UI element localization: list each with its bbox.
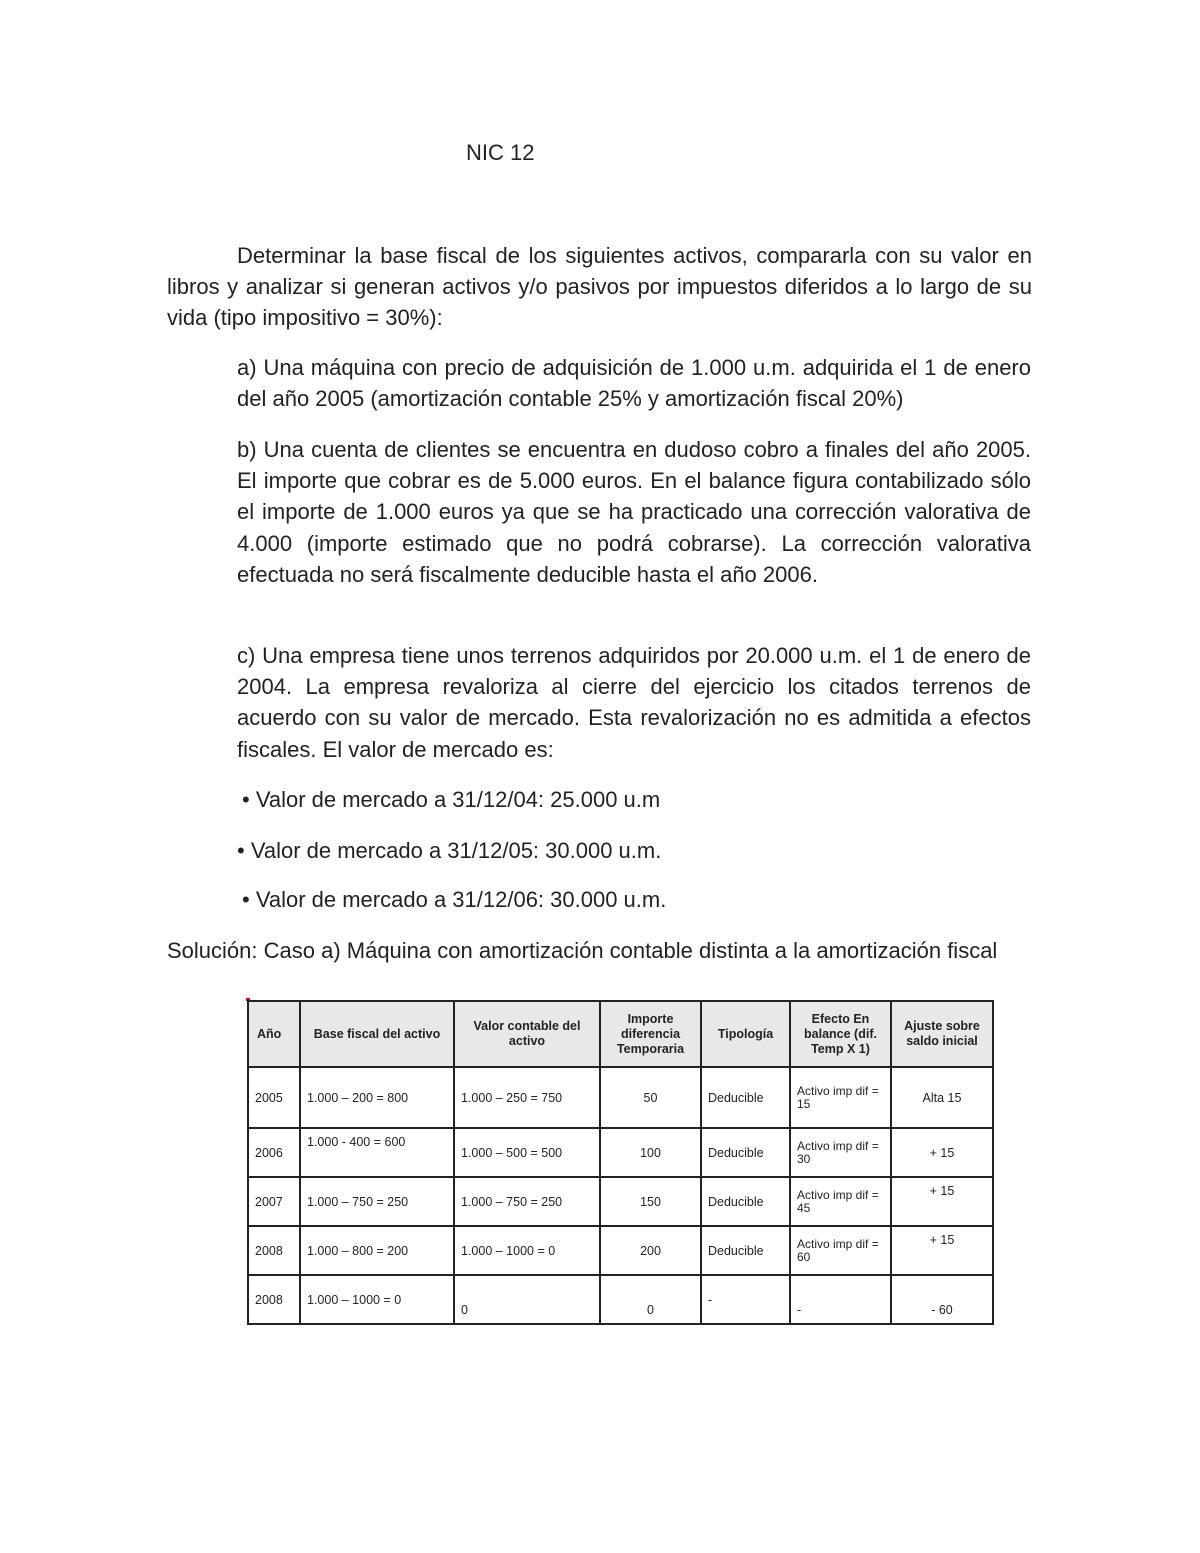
table-row (248, 1226, 993, 1275)
table-cell: 50 (600, 1067, 701, 1128)
table-cell: Deducible (701, 1226, 790, 1275)
table-cell: 0 (454, 1275, 600, 1324)
table-cell: + 15 (891, 1128, 993, 1177)
item-b-paragraph: b) Una cuenta de clientes se encuentra en dudoso cobro a finales del año 2005. El importe que cobrar es de 5.000 euros. En el balance figura contabilizado sólo el importe de 1.000 euros ya que se ha practicado una corrección valorativa de 4.000 (importe estimado que no podrá cobrarse). La corrección valorativa efectuada no será fiscalmente deducible hasta el año 2006. (237, 437, 1031, 587)
table-cell: - (701, 1275, 790, 1324)
item-a-paragraph: a) Una máquina con precio de adquisición de 1.000 u.m. adquirida el 1 de enero del año 2005 (amortización contable 25% y amortización fiscal 20%) (237, 355, 1031, 412)
table-cell: 150 (600, 1177, 701, 1226)
header-cell: Base fiscal del activo (300, 1001, 454, 1067)
solution-heading: Solución: Caso a) Máquina con amortización contable distinta a la amortización fiscal (167, 938, 998, 963)
table-cell: 1.000 – 1000 = 0 (300, 1275, 454, 1324)
table-cell: Activo imp dif = 45 (790, 1177, 891, 1226)
table-cell: 1.000 – 250 = 750 (454, 1067, 600, 1128)
table-cell: Activo imp dif = 15 (790, 1067, 891, 1128)
table-cell: 1.000 – 500 = 500 (454, 1128, 600, 1177)
bullet-item: • Valor de mercado a 31/12/04: 25.000 u.m (242, 787, 661, 812)
intro-paragraph: Determinar la base fiscal de los siguientes activos, compararla con su valor en libros y analizar si generan activos y/o pasivos por impuestos diferidos a lo largo de su vida (tipo impositivo = 30%): (167, 243, 1032, 331)
table-cell: 1.000 – 750 = 250 (300, 1177, 454, 1226)
table-row (248, 1128, 993, 1177)
table-header-row (248, 1001, 993, 1067)
table-row (248, 1067, 993, 1128)
table-cell: Alta 15 (891, 1067, 993, 1128)
amortization-table (247, 1000, 994, 1325)
header-cell: Año (248, 1001, 300, 1067)
table-cell: 1.000 – 750 = 250 (454, 1177, 600, 1226)
table-cell: 2007 (248, 1177, 300, 1226)
table-row (248, 1275, 993, 1324)
table-cell: 1.000 - 400 = 600 (300, 1128, 454, 1177)
table-cell: + 15 (891, 1177, 993, 1226)
table-cell: 2008 (248, 1226, 300, 1275)
table-cell: 2006 (248, 1128, 300, 1177)
header-cell: Efecto En balance (dif. Temp X 1) (790, 1001, 891, 1067)
table-cell: Deducible (701, 1067, 790, 1128)
table-cell: + 15 (891, 1226, 993, 1275)
page-title: NIC 12 (466, 140, 535, 165)
table-cell: 100 (600, 1128, 701, 1177)
table-cell: 1.000 – 1000 = 0 (454, 1226, 600, 1275)
table-cell: - (790, 1275, 891, 1324)
table-cell: 1.000 – 200 = 800 (300, 1067, 454, 1128)
table-row (248, 1177, 993, 1226)
item-c-paragraph: c) Una empresa tiene unos terrenos adquiridos por 20.000 u.m. el 1 de enero de 2004. La empresa revaloriza al cierre del ejercicio los citados terrenos de acuerdo con su valor de mercado. Esta revalorización no es admitida a efectos fiscales. El valor de mercado es: (237, 643, 1031, 762)
table-cell: 200 (600, 1226, 701, 1275)
table-cell: 2008 (248, 1275, 300, 1324)
table-cell: Activo imp dif = 30 (790, 1128, 891, 1177)
header-cell: Tipología (701, 1001, 790, 1067)
table-cell: 1.000 – 800 = 200 (300, 1226, 454, 1275)
header-cell: Ajuste sobre saldo inicial (891, 1001, 993, 1067)
table-cell: 2005 (248, 1067, 300, 1128)
bullet-item: • Valor de mercado a 31/12/05: 30.000 u.m. (237, 838, 662, 863)
table-cell: 0 (600, 1275, 701, 1324)
bullet-item: • Valor de mercado a 31/12/06: 30.000 u.m. (242, 887, 667, 912)
header-cell: Importe diferencia Temporaria (600, 1001, 701, 1067)
table-cell: Activo imp dif = 60 (790, 1226, 891, 1275)
header-cell: Valor contable del activo (454, 1001, 600, 1067)
table-cell: - 60 (891, 1275, 993, 1324)
table-cell: Deducible (701, 1128, 790, 1177)
table-cell: Deducible (701, 1177, 790, 1226)
